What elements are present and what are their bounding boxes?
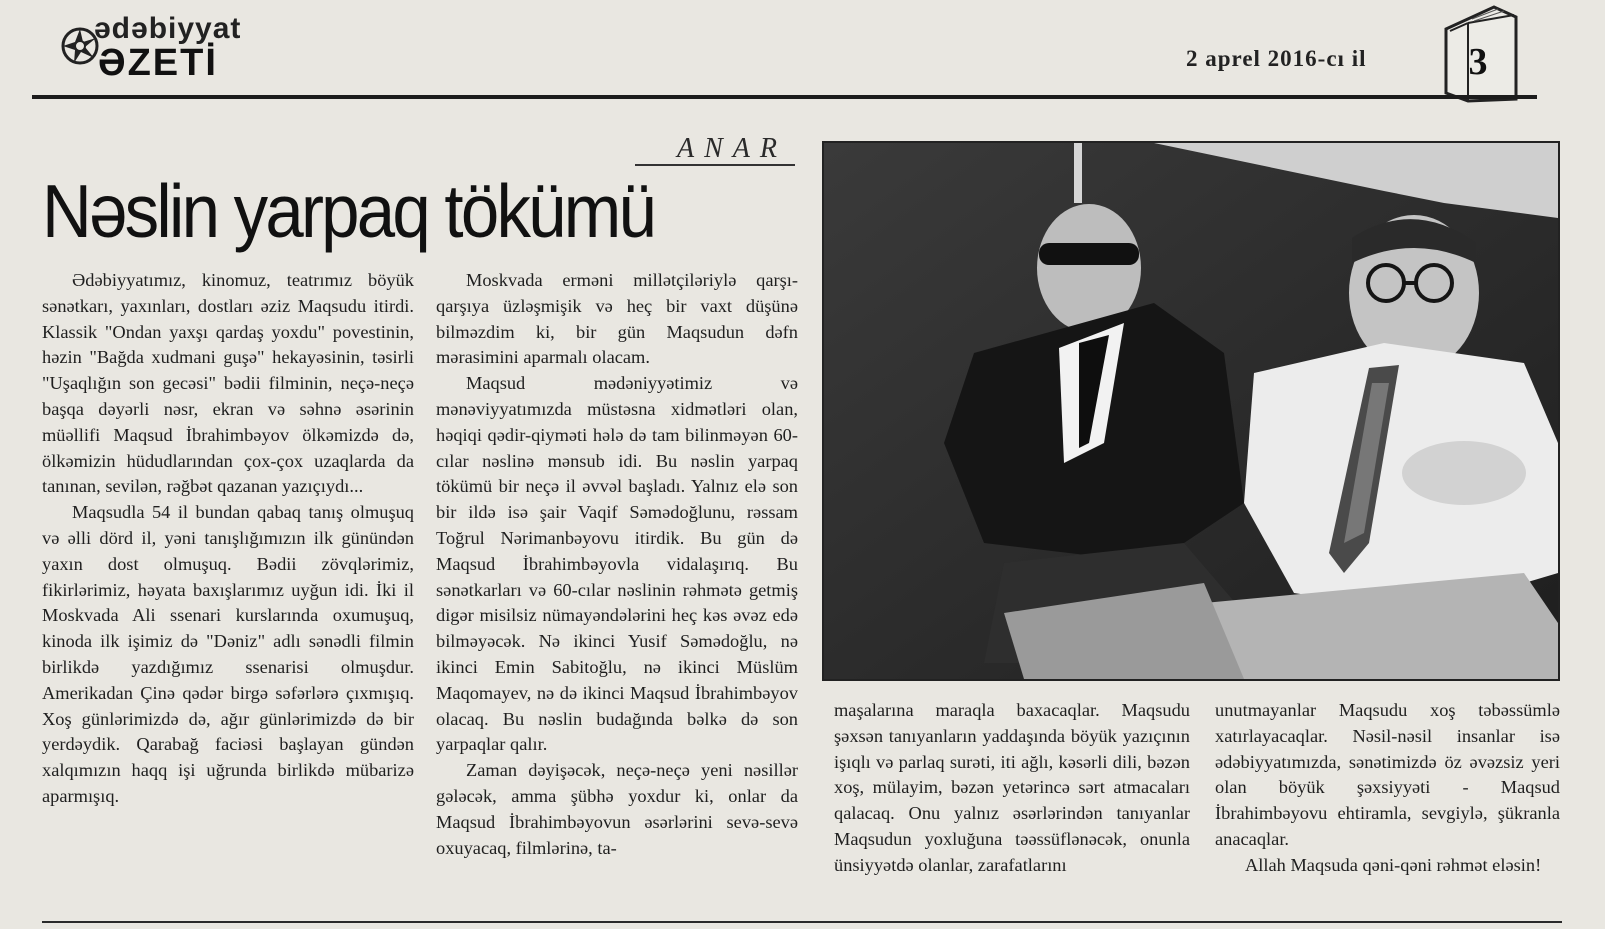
- author-name: ANAR: [677, 133, 787, 164]
- issue-date: 2 aprel 2016-cı il: [1186, 46, 1367, 71]
- article-column-2: [436, 268, 798, 861]
- top-divider: [32, 95, 1537, 99]
- article-title: Nəslin yarpaq tökümü: [42, 169, 655, 253]
- paragraph: unutmayanlar Maqsudu xoş təbəssümlə xatırlayacaqlar. Nəsil-nəsil insanlar isə ədəbiyyatımızda, sənətimizdə öz əvəzsiz yeri olan böyük şəxsiyyəti - Maqsud İbrahimbəyovu ehtiramla, sevgiylə, şükranla anacaqlar.: [1215, 700, 1560, 849]
- paragraph: maşalarına maraqla baxacaqlar. Maqsudu şəxsən tanıyanların yaddaşında böyük yazıçının işıqlı və parlaq surəti, iti ağlı, kəsərli dili, bəzən xoş, mülayim, bəzən yetərincə sərt atmacaları qalacaq. Onu yalnız əsərlərindən tanıyanlar Maqsudun yoxluğuna təəssüflənəcək, onunla ünsiyyətdə olanlar, zarafatlarını: [834, 700, 1190, 875]
- bottom-divider: [42, 921, 1562, 923]
- paragraph: Ədəbiyyatımız, kinomuz, teatrımız böyük sənətkarı, yaxınları, dostları əziz Maqsudu itirdi. Klassik "Ondan yaxşı qardaş yoxdu" povestinin, həzin "Bağda xudmani guşə" hekayəsinin, təsirli "Uşaqlığın son gecəsi" bədii filminin, neçə-neçə başqa dəyərli nəsr, ekran və səhnə əsərinin müəllifi Maqsud İbrahimbəyov ölkəmizdə də, ölkəmizin hüdudlarından çox-çox uzaqlarda da tanınan, sevilən, rəğbət qazanan yazıçıydı...: [42, 270, 414, 497]
- photo-illustration: [824, 143, 1558, 679]
- newspaper-logo: [58, 10, 308, 84]
- article-column-4: [1215, 698, 1560, 879]
- logo-top-text: ədəbiyyat: [94, 12, 242, 45]
- paragraph: Maqsud mədəniyyətimiz və mənəviyyatımızda müstəsna xidmətləri olan, həqiqi qədir-qiyməti hələ də tam bilinməyən 60-cılar nəslinə mənsub idi. Bu nəslin yarpaq tökümü bir neçə il əvvəl başladı. Yalnız elə son bir ildə isə şair Vaqif Səmədoğlunu, rəssam Toğrul Nərimanbəyovu itirdik. Bu gün də Maqsud İbrahimbəyovla vidalaşırıq. Bu sənətkarları və 60-cılar nəslinin rəhmətə getmiş digər misilsiz nümayəndələrini heç kəs əvəz edə bilməyəcək. Nə ikinci Yusif Səmədoğlu, nə ikinci Emin Sabitoğlu, nə ikinci Müslüm Maqomayev, nə də ikinci Maqsud İbrahimbəyov olacaq. Bu nəslin budağında bəlkə də son yarpaqlar qalır.: [436, 373, 798, 755]
- page-number: 3: [1468, 41, 1488, 83]
- paragraph: Zaman dəyişəcək, neçə-neçə yeni nəsillər gələcək, amma şübhə yoxdur ki, onlar da Maqsud İbrahimbəyovun əsərlərini sevə-sevə oxuyacaq, filmlərinə, ta-: [436, 760, 798, 858]
- article-column-1: [42, 268, 414, 810]
- article-photo: [822, 141, 1560, 681]
- article-column-3: [834, 698, 1190, 879]
- logo-bottom-text: ƏZETİ: [98, 42, 218, 84]
- author-underline: [635, 164, 795, 166]
- paragraph: Maqsudla 54 il bundan qabaq tanış olmuşuq və əlli dörd il, yəni tanışlığımızın ilk günündən yaxın dost olmuşuq. Bədii zövqlərimiz, fikirlərimiz, həyata baxışlarımız uyğun idi. İki il Moskvada Ali ssenari kurslarında oxumuşuq, kinoda ilk işimiz də "Dəniz" adlı sənədli filmin birlikdə yazdığımız ssenarisi olmuşdur. Amerikadan Çinə qədər birgə səfərlərə çıxmışıq. Xoş günlərimizdə də, ağır günlərimizdə də bir yerdəydik. Qarabağ faciəsi başlayan gündən xalqımızın haqq işi uğrunda birlikdə mübarizə aparmışıq.: [42, 502, 414, 806]
- paragraph: Moskvada erməni millətçiləriylə qarşı-qarşıya üzləşmişik və heç bir vaxt düşünə bilməzdim ki, bir gün Maqsudun dəfn mərasimini aparmalı olacam.: [436, 270, 798, 368]
- paragraph: Allah Maqsuda qəni-qəni rəhmət eləsin!: [1245, 854, 1542, 875]
